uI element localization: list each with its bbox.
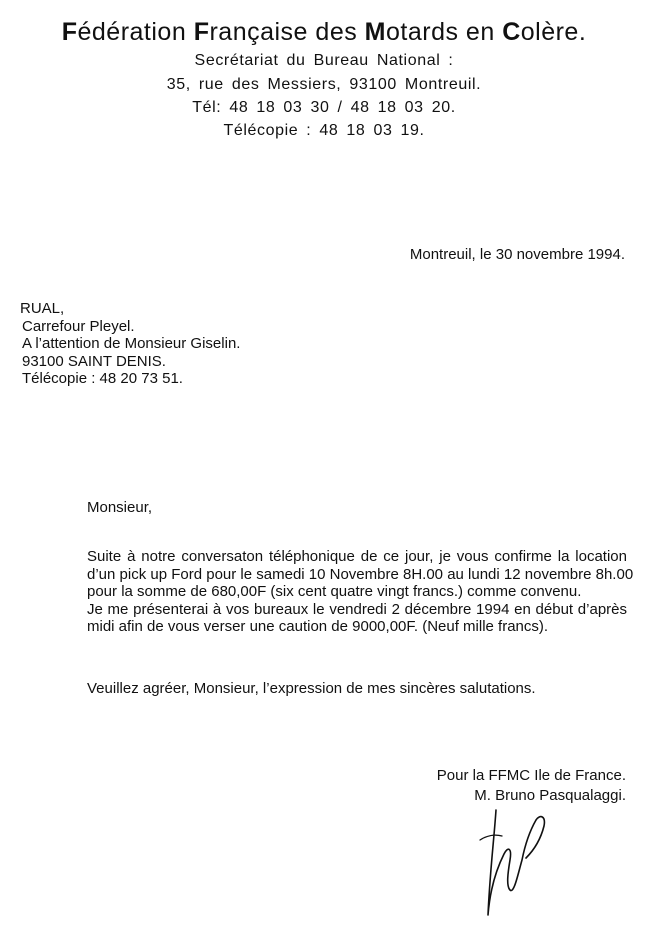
letter-date: Montreuil, le 30 novembre 1994.: [409, 246, 625, 263]
letterhead-phone: Tél: 48 18 03 30 / 48 18 03 20.: [192, 99, 456, 116]
signature-name: M. Bruno Pasqualaggi.: [474, 787, 626, 804]
body-line: d’un pick up Ford pour le samedi 10 Novembre 8H.00 au lundi 12 novembre 8h.00: [87, 565, 634, 583]
recipient-name: RUAL,: [20, 300, 65, 317]
title-initial: F: [61, 18, 78, 46]
closing-formula: Veuillez agréer, Monsieur, l’expression de mes sincères salutations.: [87, 680, 536, 697]
body-line: pour la somme de 680,00F (six cent quatre vingt francs.) comme convenu.: [87, 583, 582, 600]
recipient-city: 93100 SAINT DENIS.: [22, 352, 166, 370]
recipient-block: [20, 300, 240, 388]
title-part: olère.: [520, 18, 587, 46]
letter-body: [87, 548, 634, 636]
handwritten-signature: [466, 790, 576, 920]
title-part: otards en: [386, 18, 503, 46]
body-line: Suite à notre conversaton téléphonique de ce jour, je vous confirme la location: [87, 548, 627, 565]
recipient-attention: A l’attention de Monsieur Giselin.: [22, 335, 241, 352]
body-line: Je me présenterai à vos bureaux le vendredi 2 décembre 1994 en début d’après: [87, 600, 627, 618]
letterhead-secretariat: Secrétariat du Bureau National :: [194, 52, 454, 69]
title-part: rançaise des: [209, 18, 365, 46]
signature-for-line: Pour la FFMC Ile de France.: [436, 767, 626, 784]
recipient-street: Carrefour Pleyel.: [22, 317, 135, 335]
letterhead-title: [0, 18, 648, 47]
recipient-fax: Télécopie : 48 20 73 51.: [22, 370, 183, 387]
title-initial: C: [502, 18, 521, 46]
letterhead-fax: Télécopie : 48 18 03 19.: [223, 122, 425, 139]
body-line: midi afin de vous verser une caution de 9000,00F. (Neuf mille francs).: [87, 618, 549, 635]
title-initial: M: [364, 18, 386, 46]
title-part: édération: [77, 18, 194, 46]
salutation: Monsieur,: [87, 499, 153, 516]
title-initial: F: [193, 18, 210, 46]
letterhead-address: 35, rue des Messiers, 93100 Montreuil.: [166, 76, 482, 93]
